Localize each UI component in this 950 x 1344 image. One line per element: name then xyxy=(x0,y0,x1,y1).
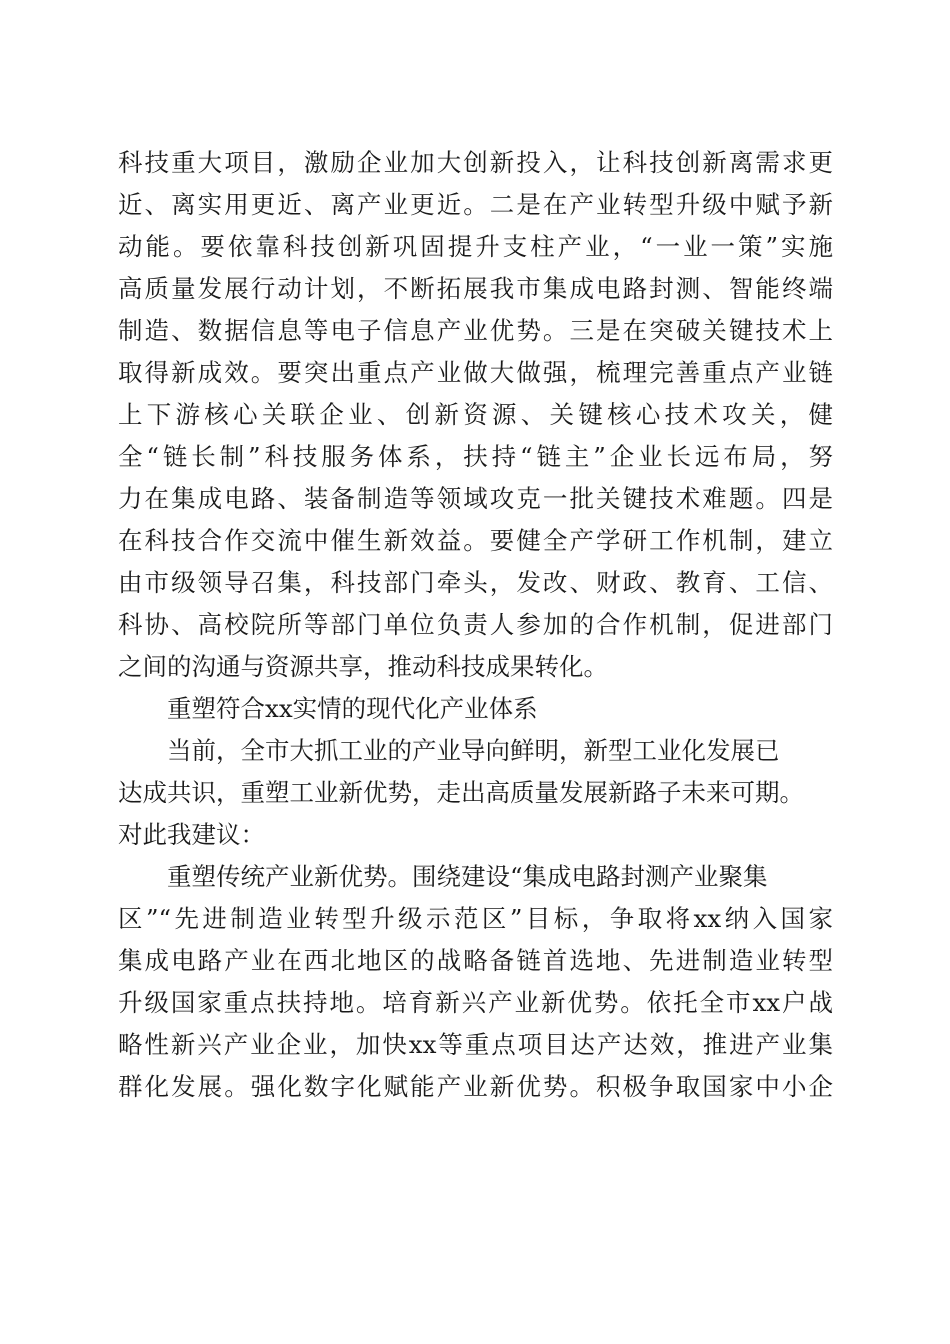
paragraph-line: 区”“先进制造业转型升级示范区”目标，争取将xx纳入国家 xyxy=(118,904,833,933)
paragraph-line: 升级国家重点扶持地。培育新兴产业新优势。依托全市xx户战 xyxy=(118,988,833,1017)
section-heading: 重塑符合xx实情的现代化产业体系 xyxy=(167,694,538,723)
paragraph-line: 近、离实用更近、离产业更近。二是在产业转型升级中赋予新 xyxy=(118,190,833,219)
paragraph-line: 高质量发展行动计划，不断拓展我市集成电路封测、智能终端 xyxy=(118,274,833,303)
paragraph-line: 当前，全市大抓工业的产业导向鲜明，新型工业化发展已 xyxy=(167,736,780,765)
paragraph-line: 科协、高校院所等部门单位负责人参加的合作机制，促进部门 xyxy=(118,610,833,639)
paragraph-line: 重塑传统产业新优势。围绕建设“集成电路封测产业聚集 xyxy=(167,862,768,891)
paragraph-line: 对此我建议： xyxy=(118,820,265,849)
paragraph-line: 制造、数据信息等电子信息产业优势。三是在突破关键技术上 xyxy=(118,316,833,345)
paragraph-line: 科技重大项目，激励企业加大创新投入，让科技创新离需求更 xyxy=(118,148,833,177)
paragraph-line: 达成共识，重塑工业新优势，走出高质量发展新路子未来可期。 xyxy=(118,778,804,807)
paragraph-line: 动能。要依靠科技创新巩固提升支柱产业，“一业一策”实施 xyxy=(118,232,833,261)
paragraph-line: 之间的沟通与资源共享，推动科技成果转化。 xyxy=(118,652,608,681)
paragraph-line: 全“链长制”科技服务体系，扶持“链主”企业长远布局，努 xyxy=(118,442,833,471)
paragraph-line: 力在集成电路、装备制造等领域攻克一批关键技术难题。四是 xyxy=(118,484,833,513)
paragraph-3 xyxy=(118,856,833,1108)
paragraph-line: 集成电路产业在西北地区的战略备链首选地、先进制造业转型 xyxy=(118,946,833,975)
paragraph-line: 在科技合作交流中催生新效益。要健全产学研工作机制，建立 xyxy=(118,526,833,555)
paragraph-2 xyxy=(118,730,833,856)
paragraph-line: 群化发展。强化数字化赋能产业新优势。积极争取国家中小企 xyxy=(118,1072,833,1101)
paragraph-1 xyxy=(118,142,833,688)
paragraph-line: 由市级领导召集，科技部门牵头，发改、财政、教育、工信、 xyxy=(118,568,833,597)
paragraph-line: 略性新兴产业企业，加快xx等重点项目达产达效，推进产业集 xyxy=(118,1030,833,1059)
paragraph-line: 取得新成效。要突出重点产业做大做强，梳理完善重点产业链 xyxy=(118,358,833,387)
document-body xyxy=(118,142,833,1108)
paragraph-line: 上下游核心关联企业、创新资源、关键核心技术攻关，健 xyxy=(118,400,833,429)
